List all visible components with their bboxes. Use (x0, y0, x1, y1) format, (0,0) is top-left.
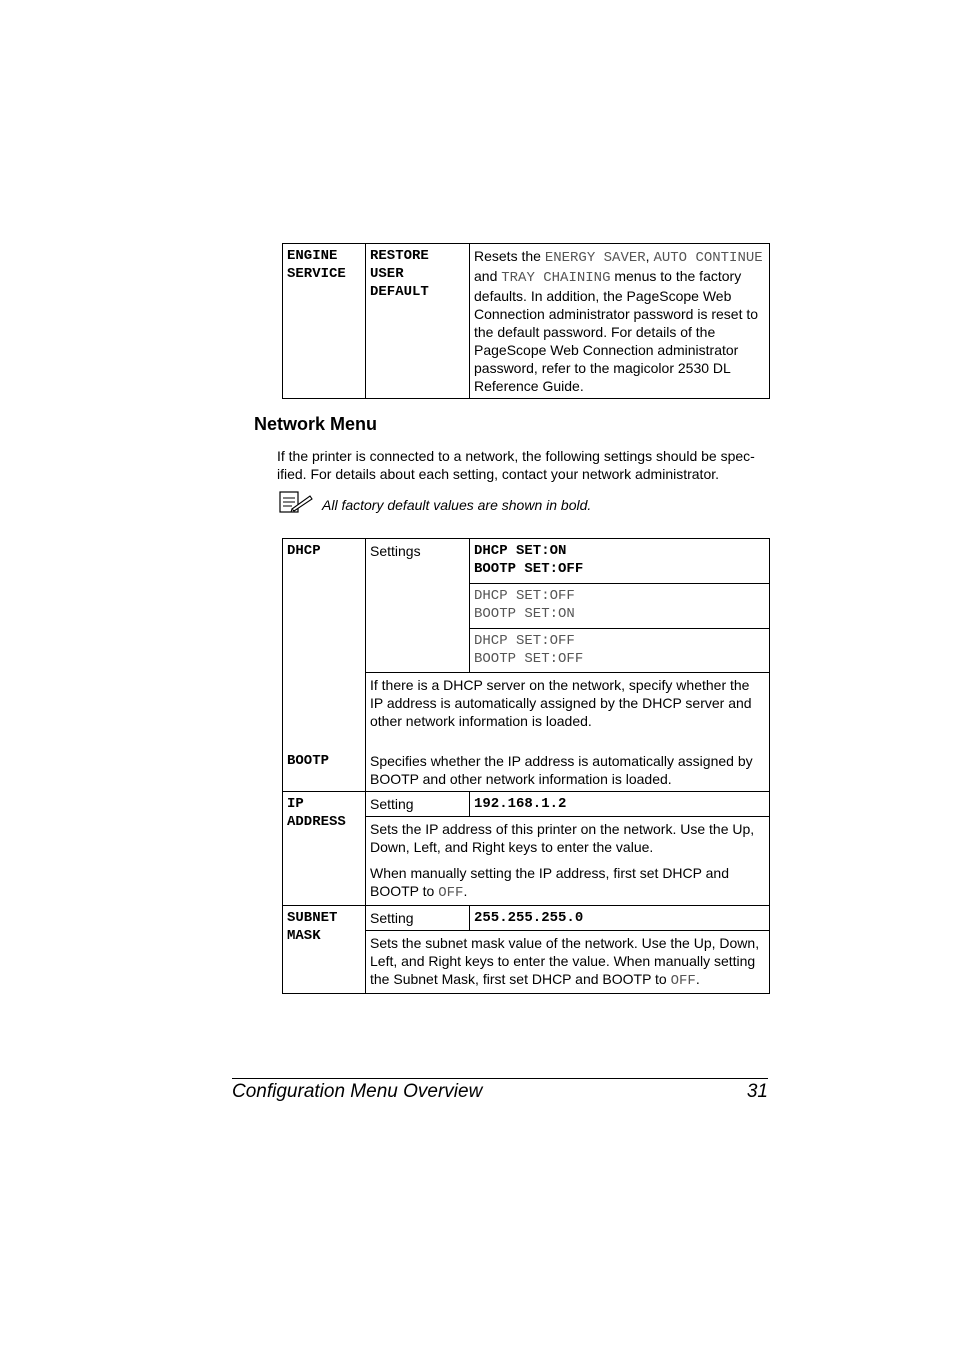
key-line: ADDRESS (287, 814, 346, 830)
subnet-description-cell (366, 931, 770, 994)
dhcp-bootp-key-cell (283, 539, 366, 792)
desc-text: . (695, 971, 700, 987)
ip-description-2 (370, 864, 765, 902)
table-row (283, 906, 770, 931)
desc-text: Sets the subnet mask value of the network. Use the Up, Down, Left, and Right keys to enter the value. When manually setting the Subnet Mask, first set DHCP and BOOTP to (370, 935, 760, 987)
desc-text: and (474, 268, 502, 284)
table-row (283, 792, 770, 817)
off-code: OFF (670, 973, 696, 989)
subnet-default-value: 255.255.255.0 (470, 906, 770, 931)
off-code: OFF (438, 885, 464, 901)
dhcp-option (470, 629, 770, 673)
table-row (283, 244, 770, 399)
settings-label-cell: Settings (366, 539, 470, 673)
menu-code: AUTO CONTINUE (653, 250, 763, 266)
key-line: USER (370, 266, 404, 282)
menu-code: TRAY CHAINING (501, 270, 611, 286)
ip-description: Sets the IP address of this printer on the network. Use the Up, Down, Left, and Right keys to enter the value. (370, 821, 755, 855)
desc-text: menus to the factory defaults. In addition, the PageScope Web Connection administrator password is reset to the default password. For details of the PageScope Web Connection administrator password, refer to the magicolor 2530 DL Reference Guide. (474, 268, 759, 394)
option-line: DHCP SET:OFF (474, 588, 575, 604)
option-line: BOOTP SET:ON (474, 606, 575, 622)
option-line: BOOTP SET:OFF (474, 561, 584, 577)
note-text: All factory default values are shown in bold. (322, 497, 592, 513)
desc-text: When manually setting the IP address, first set DHCP and BOOTP to (370, 865, 729, 899)
bootp-key: BOOTP (287, 753, 330, 769)
desc-text: . (463, 883, 468, 899)
option-line: DHCP SET:ON (474, 543, 567, 559)
option-line: BOOTP SET:OFF (474, 651, 584, 667)
note-pencil-icon (278, 490, 314, 514)
menu-code: ENERGY SAVER (544, 250, 646, 266)
dhcp-bootp-description-cell (366, 673, 770, 792)
menu-key-cell (283, 244, 366, 399)
network-menu-table (282, 538, 770, 994)
dhcp-option (470, 584, 770, 629)
page-number: 31 (746, 1081, 768, 1102)
description-cell (470, 244, 770, 399)
setting-label-cell: Setting (366, 906, 470, 931)
key-line: SERVICE (287, 266, 346, 282)
ip-address-key-cell (283, 792, 366, 906)
key-line: SUBNET (287, 910, 338, 926)
ip-default-value: 192.168.1.2 (470, 792, 770, 817)
option-line: DHCP SET:OFF (474, 633, 575, 649)
ip-description-cell (366, 817, 770, 906)
section-title: Network Menu (254, 414, 378, 434)
engine-service-table (282, 243, 770, 399)
key-line: DEFAULT (370, 284, 429, 300)
dhcp-description: If there is a DHCP server on the network, specify whether the IP address is automatically assigned by the DHCP server and other network information is loaded. (370, 677, 752, 729)
footer-divider (232, 1078, 768, 1079)
setting-label-cell: Setting (366, 792, 470, 817)
subnet-mask-key-cell (283, 906, 366, 994)
key-line: RESTORE (370, 248, 429, 264)
bootp-description: Specifies whether the IP address is automatically assigned by BOOTP and other network information is loaded. (370, 753, 753, 787)
desc-text: Resets the (474, 248, 545, 264)
desc-text: , (645, 248, 654, 264)
key-line: MASK (287, 928, 321, 944)
dhcp-option-default (470, 539, 770, 584)
footer-title: Configuration Menu Overview (232, 1081, 483, 1102)
submenu-key-cell (366, 244, 470, 399)
key-line: ENGINE (287, 248, 338, 264)
key-line: IP (287, 796, 304, 812)
table-row (283, 539, 770, 584)
intro-paragraph: If the printer is connected to a network, the following settings should be spec-ified. For details about each setting, contact your network administrator. (277, 448, 755, 482)
dhcp-key: DHCP (287, 543, 321, 559)
